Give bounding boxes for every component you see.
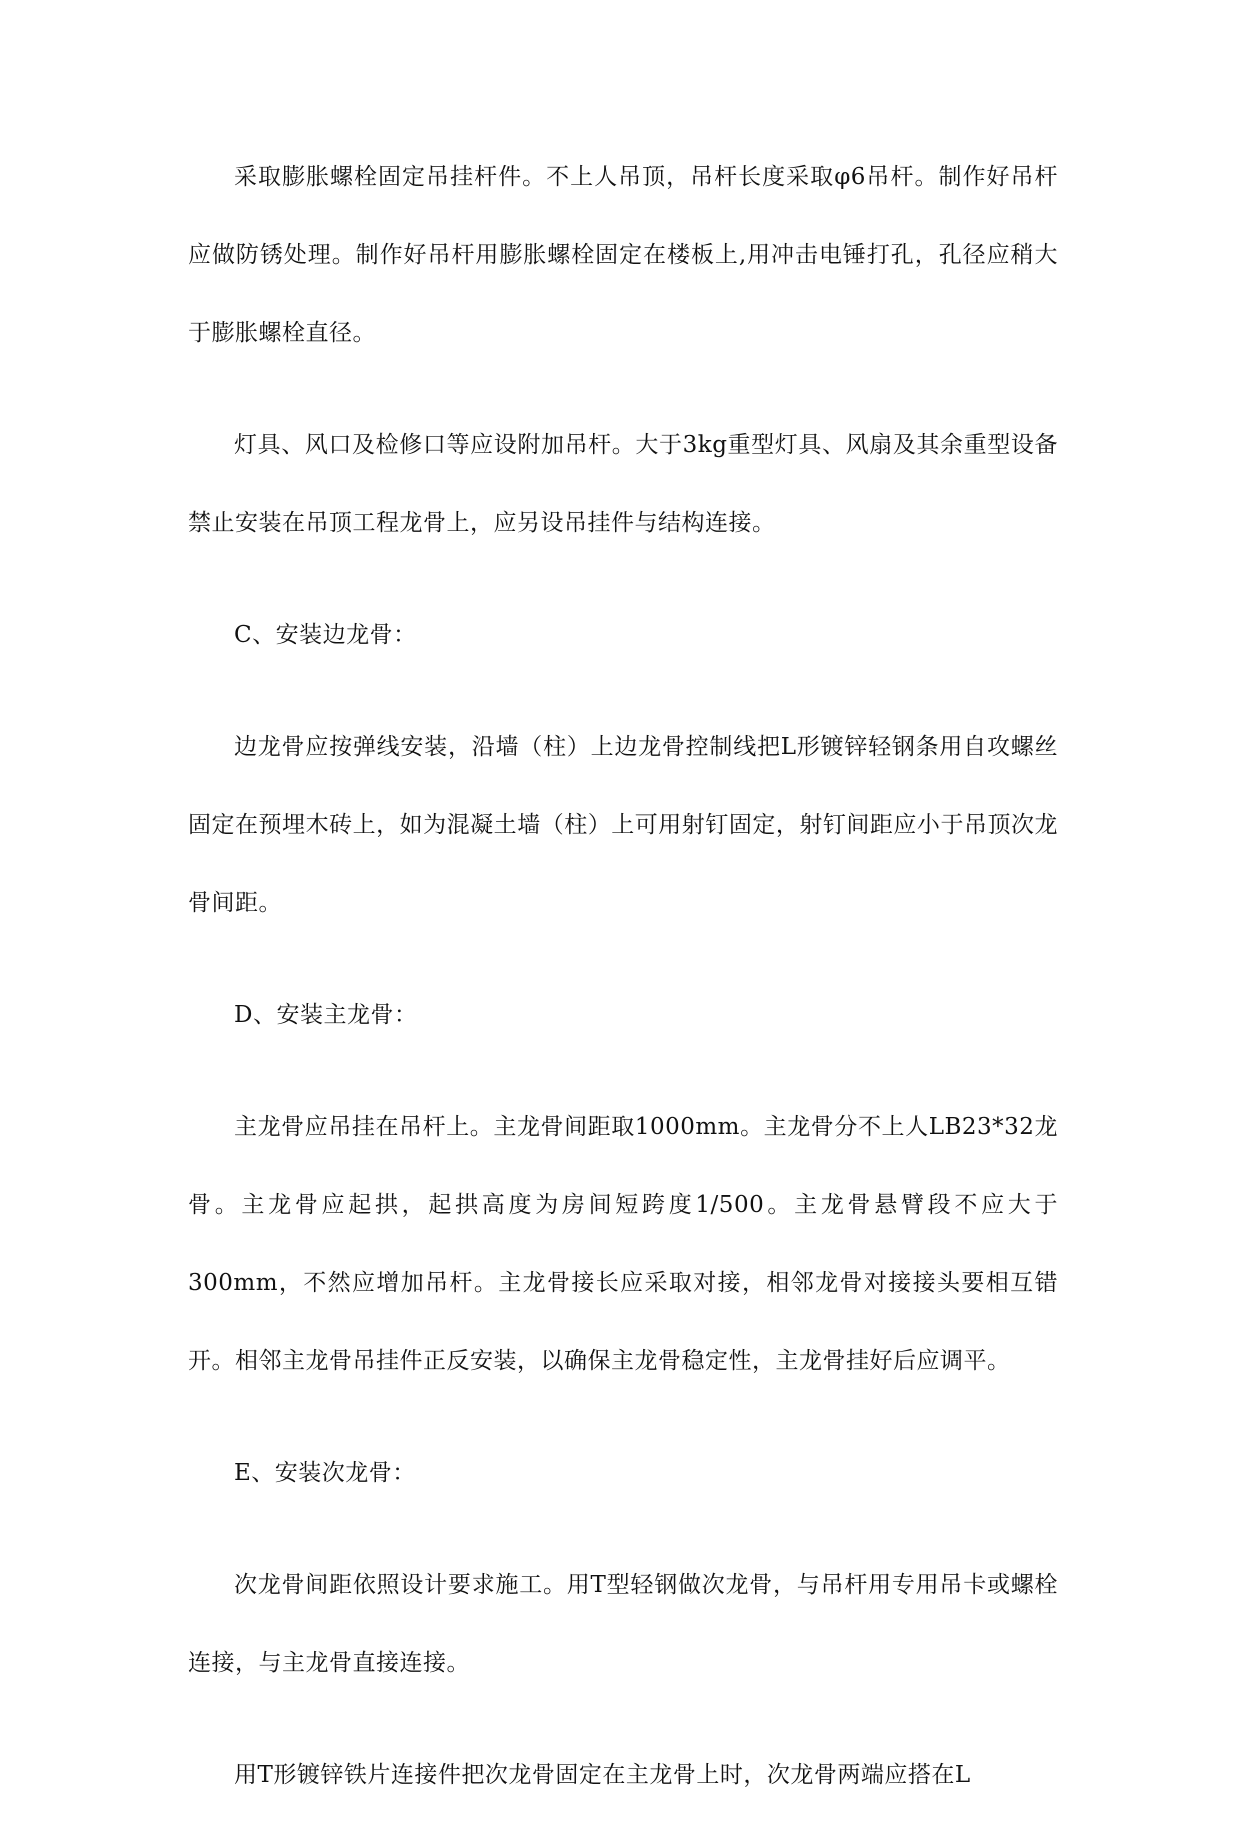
section-heading-edge-keel: C、安装边龙骨： — [234, 622, 417, 648]
paragraph-edge-keel: 边龙骨应按弹线安装，沿墙（柱）上边龙骨控制线把L形镀锌轻钢条用自攻螺丝固定在预埋木砖上，如为混凝土墙（柱）上可用射钉固定，射钉间距应小于吊顶次龙骨间距。 — [188, 734, 1058, 916]
paragraph-secondary-keel: 次龙骨间距依照设计要求施工。用T型轻钢做次龙骨，与吊杆用专用吊卡或螺栓连接，与主龙骨直接连接。 — [188, 1572, 1058, 1676]
document-body — [188, 138, 1058, 1848]
paragraph-hanger-rods: 采取膨胀螺栓固定吊挂杆件。不上人吊顶，吊杆长度采取φ6吊杆。制作好吊杆应做防锈处理。制作好吊杆用膨胀螺栓固定在楼板上,用冲击电锤打孔，孔径应稍大于膨胀螺栓直径。 — [188, 164, 1058, 346]
paragraph-t-connector: 用T形镀锌铁片连接件把次龙骨固定在主龙骨上时，次龙骨两端应搭在L — [234, 1762, 971, 1788]
section-heading-main-keel: D、安装主龙骨： — [234, 1002, 418, 1028]
paragraph-additional-hangers: 灯具、风口及检修口等应设附加吊杆。大于3kg重型灯具、风扇及其余重型设备禁止安装在吊顶工程龙骨上，应另设吊挂件与结构连接。 — [188, 432, 1058, 536]
paragraph-main-keel: 主龙骨应吊挂在吊杆上。主龙骨间距取1000mm。主龙骨分不上人LB23*32龙骨。主龙骨应起拱，起拱高度为房间短跨度1/500。主龙骨悬臂段不应大于300mm，不然应增加吊杆。主龙骨接长应采取对接，相邻龙骨对接接头要相互错开。相邻主龙骨吊挂件正反安装，以确保主龙骨稳定性，主龙骨挂好后应调平。 — [188, 1114, 1058, 1374]
section-heading-secondary-keel: E、安装次龙骨： — [234, 1460, 416, 1486]
